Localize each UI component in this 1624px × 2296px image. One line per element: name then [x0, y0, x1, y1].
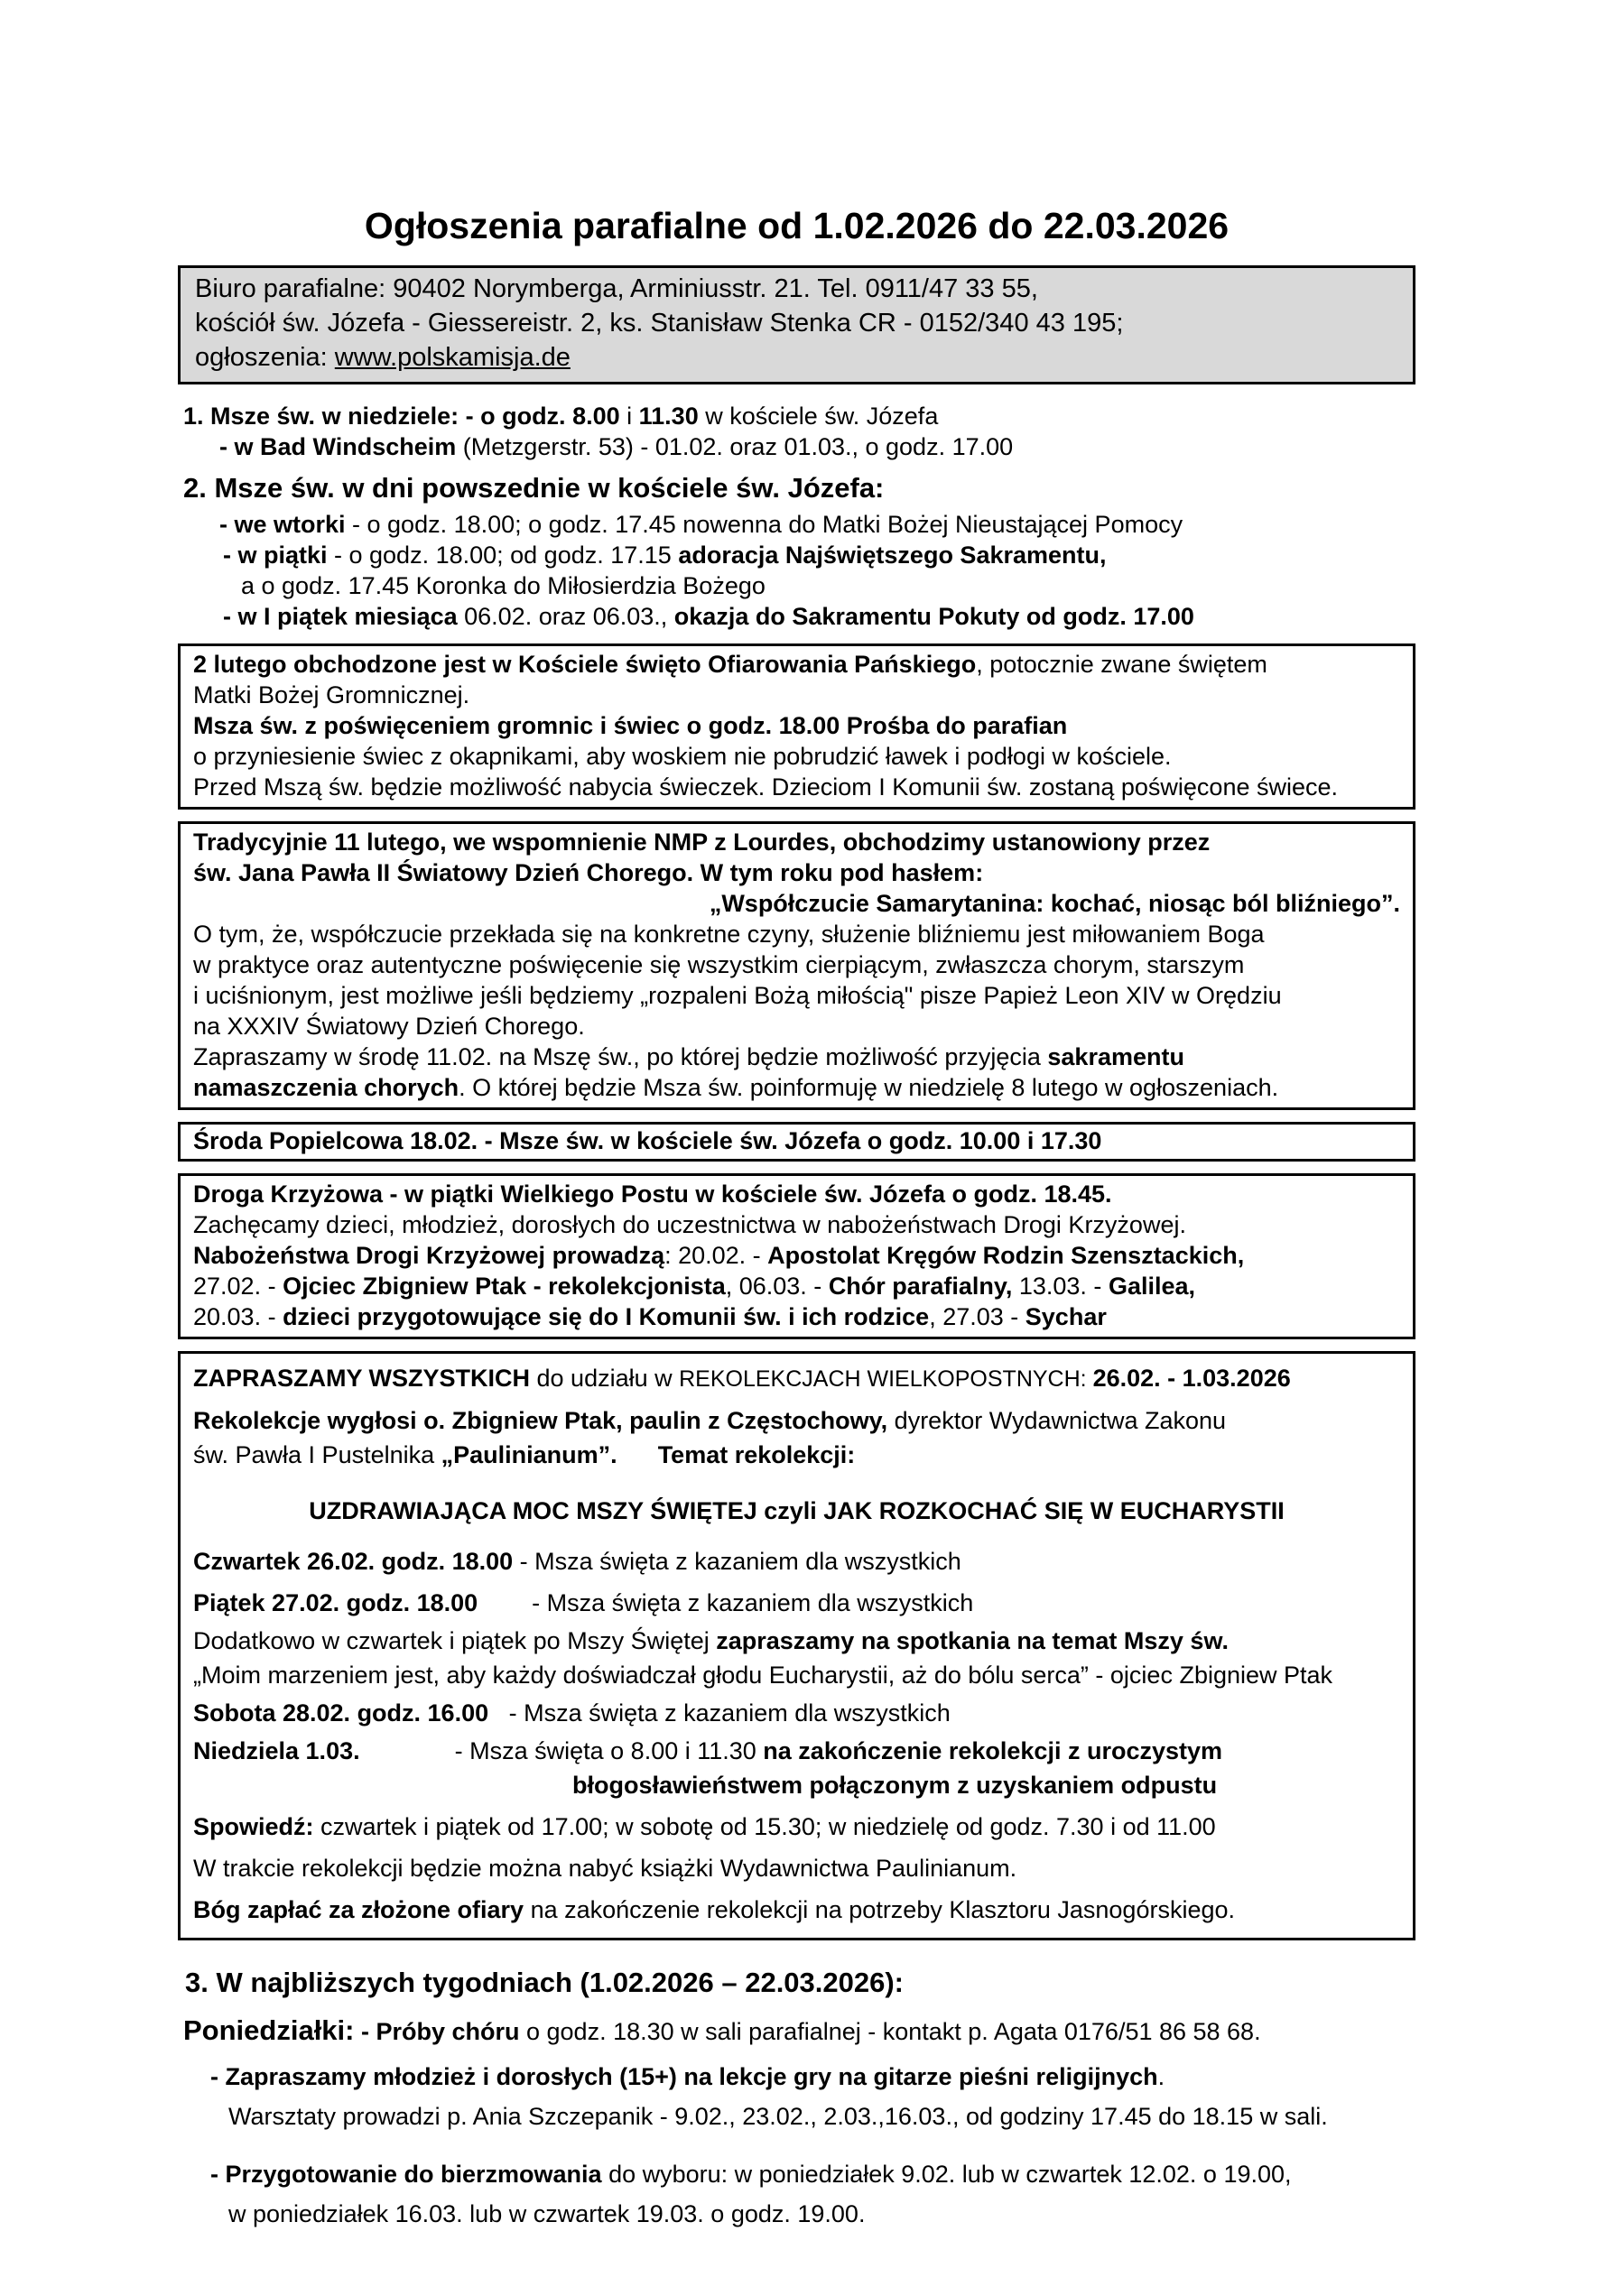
text-segment: czwartek i piątek od 17.00; w sobotę od 15.30; w niedzielę od godz. 7.30 i od 11.00	[313, 1813, 1216, 1840]
world-day-of-the-sick-box-line-6	[193, 980, 1400, 1011]
text-segment: - Przygotowanie do bierzmowania	[210, 2161, 602, 2188]
text-segment: 11.30	[638, 403, 699, 430]
coming-weeks-section-line-1	[178, 1964, 1415, 2002]
text-segment: Chór parafialny,	[828, 1273, 1013, 1300]
text-segment: dzieci przygotowujące się do I Komunii św. i ich rodzice	[283, 1303, 930, 1330]
lenten-retreat-box	[178, 1351, 1415, 1940]
content-blocks	[178, 265, 1415, 2234]
text-segment: 3. W najbliższych tygodniach (1.02.2026 – 22.03.2026):	[185, 1967, 905, 1998]
text-segment: „Moim marzeniem jest, aby każdy doświadczał głodu Eucharystii, aż do bólu serca” - ojciec Zbigniew Ptak	[193, 1662, 1333, 1689]
world-day-of-the-sick-box-line-5	[193, 949, 1400, 980]
lenten-retreat-box-line-7	[193, 1624, 1400, 1658]
ash-wednesday-box-line-1	[193, 1126, 1400, 1155]
text-segment: UZDRAWIAJĄCA MOC MSZY ŚWIĘTEJ czyli JAK ROZKOCHAĆ SIĘ W EUCHARYSTII	[309, 1497, 1285, 1524]
text-segment: .	[1157, 2063, 1165, 2090]
sunday-masses-section-line-3	[178, 469, 1415, 507]
text-segment: 20.03. -	[193, 1303, 283, 1330]
text-segment: Zachęcamy dzieci, młodzież, dorosłych do uczestnictwa w nabożeństwach Drogi Krzyżowej.	[193, 1211, 1186, 1238]
text-segment: Msza św. z poświęceniem gromnic i świec o godz. 18.00 Prośba do parafian	[193, 712, 1068, 739]
text-segment: Poniedziałki:	[183, 2014, 355, 2046]
text-segment: Temat rekolekcji:	[657, 1441, 856, 1468]
text-segment: Przed Mszą św. będzie możliwość nabycia świeczek. Dzieciom I Komunii św. zostaną poświęcone świece.	[193, 773, 1339, 801]
text-segment: Zapraszamy w środę 11.02. na Mszę św., po której będzie możliwość przyjęcia	[193, 1043, 1048, 1070]
text-segment: Ojciec Zbigniew Ptak - rekolekcjonista	[283, 1273, 726, 1300]
lenten-retreat-box-line-12	[193, 1810, 1400, 1844]
lenten-retreat-box-line-11	[193, 1768, 1400, 1802]
way-of-the-cross-box-line-2	[193, 1209, 1400, 1240]
lenten-retreat-box-line-2	[193, 1403, 1400, 1438]
text-segment: . O której będzie Msza św. poinformuję w niedzielę 8 lutego w ogłoszeniach.	[459, 1074, 1279, 1101]
text-segment: (Metzgerstr. 53) - 01.02. oraz 01.03., o godz. 17.00	[456, 433, 1014, 460]
text-segment: - w piątki	[223, 542, 328, 569]
world-day-of-the-sick-box-line-1	[193, 827, 1400, 857]
text-segment: 06.02. oraz 06.03.,	[457, 603, 674, 630]
text-segment: Tradycyjnie 11 lutego, we wspomnienie NMP z Lourdes, obchodzimy ustanowiony przez	[193, 829, 1211, 856]
text-segment: Biuro parafialne: 90402 Norymberga, Arminiusstr. 21. Tel. 0911/47 33 55,	[195, 274, 1038, 303]
candlemas-box-line-2	[193, 680, 1400, 710]
text-segment: ogłoszenia:	[195, 343, 335, 372]
candlemas-box	[178, 643, 1415, 810]
way-of-the-cross-box-line-4	[193, 1271, 1400, 1301]
text-segment: - Msza święta z kazaniem dla wszystkich	[478, 1589, 974, 1616]
text-segment: o godz. 18.30 w sali parafialnej - kontakt p. Agata 0176/51 86 58 68.	[519, 2018, 1261, 2045]
text-segment: 27.02. -	[193, 1273, 283, 1300]
text-segment: - w I piątek miesiąca	[223, 603, 458, 630]
coming-weeks-section-line-3	[178, 2057, 1415, 2097]
text-segment: Bóg zapłać za złożone ofiary	[193, 1896, 524, 1923]
lenten-retreat-box-line-10	[193, 1734, 1400, 1768]
text-segment: na zakończenie rekolekcji z uroczystym	[763, 1737, 1223, 1764]
world-day-of-the-sick-box-line-2	[193, 857, 1400, 888]
text-segment: - we wtorki	[219, 511, 346, 538]
text-segment	[617, 1441, 658, 1468]
text-segment: „Paulinianum”.	[441, 1441, 617, 1468]
candlemas-box-line-5	[193, 772, 1400, 802]
coming-weeks-section	[178, 1964, 1415, 2234]
text-segment: i uciśnionym, jest możliwe jeśli będziemy „rozpaleni Bożą miłością" pisze Papież Leon XIV w Orędziu	[193, 982, 1282, 1009]
text-segment: kościół św. Józefa - Giessereistr. 2, ks. Stanisław Stenka CR - 0152/340 43 195;	[195, 309, 1124, 338]
text-segment: Apostolat Kręgów Rodzin Szensztackich,	[767, 1242, 1245, 1269]
text-segment: dyrektor Wydawnictwa Zakonu	[887, 1407, 1227, 1434]
text-segment: - Zapraszamy młodzież i dorosłych (15+) na lekcje gry na gitarze pieśni religijnych	[210, 2063, 1158, 2090]
text-segment: w poniedziałek 16.03. lub w czwartek 19.03. o godz. 19.00.	[228, 2200, 866, 2227]
text-segment: w praktyce oraz autentyczne poświęcenie się wszystkim cierpiącym, zwłaszcza chorym, starszym	[193, 951, 1245, 978]
text-segment: do wyboru: w poniedziałek 9.02. lub w czwartek 12.02. o 19.00,	[601, 2161, 1292, 2188]
text-segment: do udziału w	[530, 1365, 680, 1392]
text-segment: Nabożeństwa Drogi Krzyżowej prowadzą	[193, 1242, 665, 1269]
text-segment: , 06.03. -	[725, 1273, 829, 1300]
text-segment: : 20.02. -	[664, 1242, 768, 1269]
way-of-the-cross-box	[178, 1173, 1415, 1339]
lenten-retreat-box-line-14	[193, 1893, 1400, 1927]
text-segment: - o godz. 18.00; o godz. 17.45 nowenna do Matki Bożej Nieustającej Pomocy	[345, 511, 1183, 538]
text-segment: - Msza święta z kazaniem dla wszystkich	[488, 1699, 951, 1727]
website-link[interactable]: www.polskamisja.de	[334, 343, 571, 372]
text-segment: - Próby chóru	[354, 2018, 520, 2045]
text-segment: Rekolekcje wygłosi o. Zbigniew Ptak, paulin z Częstochowy,	[193, 1407, 888, 1434]
text-segment: Niedziela 1.03.	[193, 1737, 360, 1764]
world-day-of-the-sick-box-line-4	[193, 919, 1400, 949]
text-segment: i	[619, 403, 639, 430]
text-segment: na XXXIV Światowy Dzień Chorego.	[193, 1013, 585, 1040]
text-segment: - o godz. 18.00; od godz. 17.15	[327, 542, 679, 569]
text-segment: namaszczenia chorych	[193, 1074, 459, 1101]
text-segment: 13.03. -	[1012, 1273, 1109, 1300]
sunday-masses-section-line-6	[178, 570, 1415, 601]
text-segment: o przyniesienie świec z okapnikami, aby woskiem nie pobrudzić ławek i podłogi w kościele.	[193, 743, 1172, 770]
text-segment: „Współczucie Samarytanina: kochać, niosąc ból bliźniego”.	[709, 890, 1400, 917]
text-segment: Matki Bożej Gromnicznej.	[193, 681, 470, 708]
candlemas-box-line-4	[193, 741, 1400, 772]
page-title: Ogłoszenia parafialne od 1.02.2026 do 22.03.2026	[364, 205, 1230, 246]
parish-office-box-line-1	[195, 272, 1398, 306]
text-segment: adoracja Najświętszego Sakramentu,	[678, 542, 1107, 569]
world-day-of-the-sick-box	[178, 821, 1415, 1110]
text-segment: Spowiedź:	[193, 1813, 314, 1840]
text-segment: zapraszamy na spotkania na temat Mszy św.	[716, 1627, 1229, 1654]
text-segment: - w Bad Windscheim	[219, 433, 457, 460]
sunday-masses-section-line-1	[178, 401, 1415, 431]
way-of-the-cross-box-line-5	[193, 1301, 1400, 1332]
sunday-masses-section-line-2	[178, 431, 1415, 462]
text-segment: , potocznie zwane świętem	[976, 651, 1267, 678]
text-segment: 2 lutego obchodzone jest w Kościele święto Ofiarowania Pańskiego	[193, 651, 977, 678]
text-segment: 2. Msze św. w dni powszednie w kościele św. Józefa:	[183, 472, 885, 504]
way-of-the-cross-box-line-3	[193, 1240, 1400, 1271]
coming-weeks-section-line-6	[178, 2194, 1415, 2234]
text-segment: okazja do Sakramentu Pokuty od godz. 17.00	[673, 603, 1194, 630]
lenten-retreat-box-line-9	[193, 1696, 1400, 1730]
world-day-of-the-sick-box-line-9	[193, 1072, 1400, 1103]
text-segment: - Msza święta z kazaniem dla wszystkich	[513, 1548, 961, 1575]
text-segment: Środa Popielcowa 18.02. - Msze św. w kościele św. Józefa o godz. 10.00 i 17.30	[193, 1127, 1102, 1154]
text-segment: sakramentu	[1047, 1043, 1184, 1070]
lenten-retreat-box-line-1	[193, 1361, 1400, 1396]
way-of-the-cross-box-line-1	[193, 1179, 1400, 1209]
text-segment: Warsztaty prowadzi p. Ania Szczepanik - 9.02., 23.02., 2.03.,16.03., od godziny 17.45 do 18.15 w sali.	[228, 2103, 1328, 2130]
text-segment: O tym, że, współczucie przekłada się na konkretne czyny, służenie bliźniemu jest miłowaniem Boga	[193, 921, 1265, 948]
coming-weeks-section-line-4	[178, 2097, 1415, 2136]
parish-office-box-line-3	[195, 340, 1398, 375]
text-segment: Galilea,	[1108, 1273, 1195, 1300]
sunday-masses-section-line-7	[178, 601, 1415, 632]
sunday-masses-section	[178, 401, 1415, 632]
parish-office-box-line-2	[195, 306, 1398, 340]
lenten-retreat-box-line-13	[193, 1851, 1400, 1885]
world-day-of-the-sick-box-line-3	[193, 888, 1400, 919]
lenten-retreat-box-line-8	[193, 1658, 1400, 1692]
lenten-retreat-box-line-5	[193, 1544, 1400, 1578]
text-segment: , 27.03 -	[929, 1303, 1025, 1330]
lenten-retreat-box-line-6	[193, 1586, 1400, 1620]
text-segment: Sychar	[1025, 1303, 1107, 1330]
text-segment: Droga Krzyżowa - w piątki Wielkiego Postu w kościele św. Józefa o godz. 18.45.	[193, 1180, 1112, 1208]
candlemas-box-line-3	[193, 710, 1400, 741]
text-segment: W trakcie rekolekcji będzie można nabyć książki Wydawnictwa Paulinianum.	[193, 1855, 1017, 1882]
text-segment: - Msza święta o 8.00 i 11.30	[359, 1737, 764, 1764]
sunday-masses-section-line-5	[178, 540, 1415, 570]
text-segment: błogosławieństwem połączonym z uzyskaniem odpustu	[572, 1772, 1218, 1799]
text-segment: ZAPRASZAMY WSZYSTKICH	[193, 1365, 531, 1392]
lenten-retreat-box-line-4	[193, 1494, 1400, 1528]
text-segment: REKOLEKCJACH WIELKOPOSTNYCH:	[679, 1366, 1093, 1392]
text-segment: Piątek 27.02. godz. 18.00	[193, 1589, 478, 1616]
text-segment: 1. Msze św. w niedziele: - o godz. 8.00	[183, 403, 620, 430]
coming-weeks-section-line-5	[178, 2154, 1415, 2194]
text-segment: Czwartek 26.02. godz. 18.00	[193, 1548, 514, 1575]
text-segment: św. Jana Pawła II Światowy Dzień Chorego. W tym roku pod hasłem:	[193, 859, 984, 886]
ash-wednesday-box	[178, 1122, 1415, 1162]
coming-weeks-section-line-2	[178, 2011, 1415, 2051]
text-segment: św. Pawła I Pustelnika	[193, 1441, 441, 1468]
text-segment: a o godz. 17.45 Koronka do Miłosierdzia Bożego	[241, 572, 766, 599]
lenten-retreat-box-line-3	[193, 1438, 1400, 1472]
text-segment: 26.02. - 1.03.2026	[1092, 1365, 1291, 1392]
parish-office-box	[178, 265, 1415, 384]
text-segment: Sobota 28.02. godz. 16.00	[193, 1699, 489, 1727]
candlemas-box-line-1	[193, 649, 1400, 680]
sunday-masses-section-line-4	[178, 509, 1415, 540]
world-day-of-the-sick-box-line-8	[193, 1042, 1400, 1072]
text-segment: Dodatkowo w czwartek i piątek po Mszy Świętej	[193, 1627, 717, 1654]
text-segment: w kościele św. Józefa	[698, 403, 939, 430]
text-segment: na zakończenie rekolekcji na potrzeby Klasztoru Jasnogórskiego.	[524, 1896, 1236, 1923]
world-day-of-the-sick-box-line-7	[193, 1011, 1400, 1042]
